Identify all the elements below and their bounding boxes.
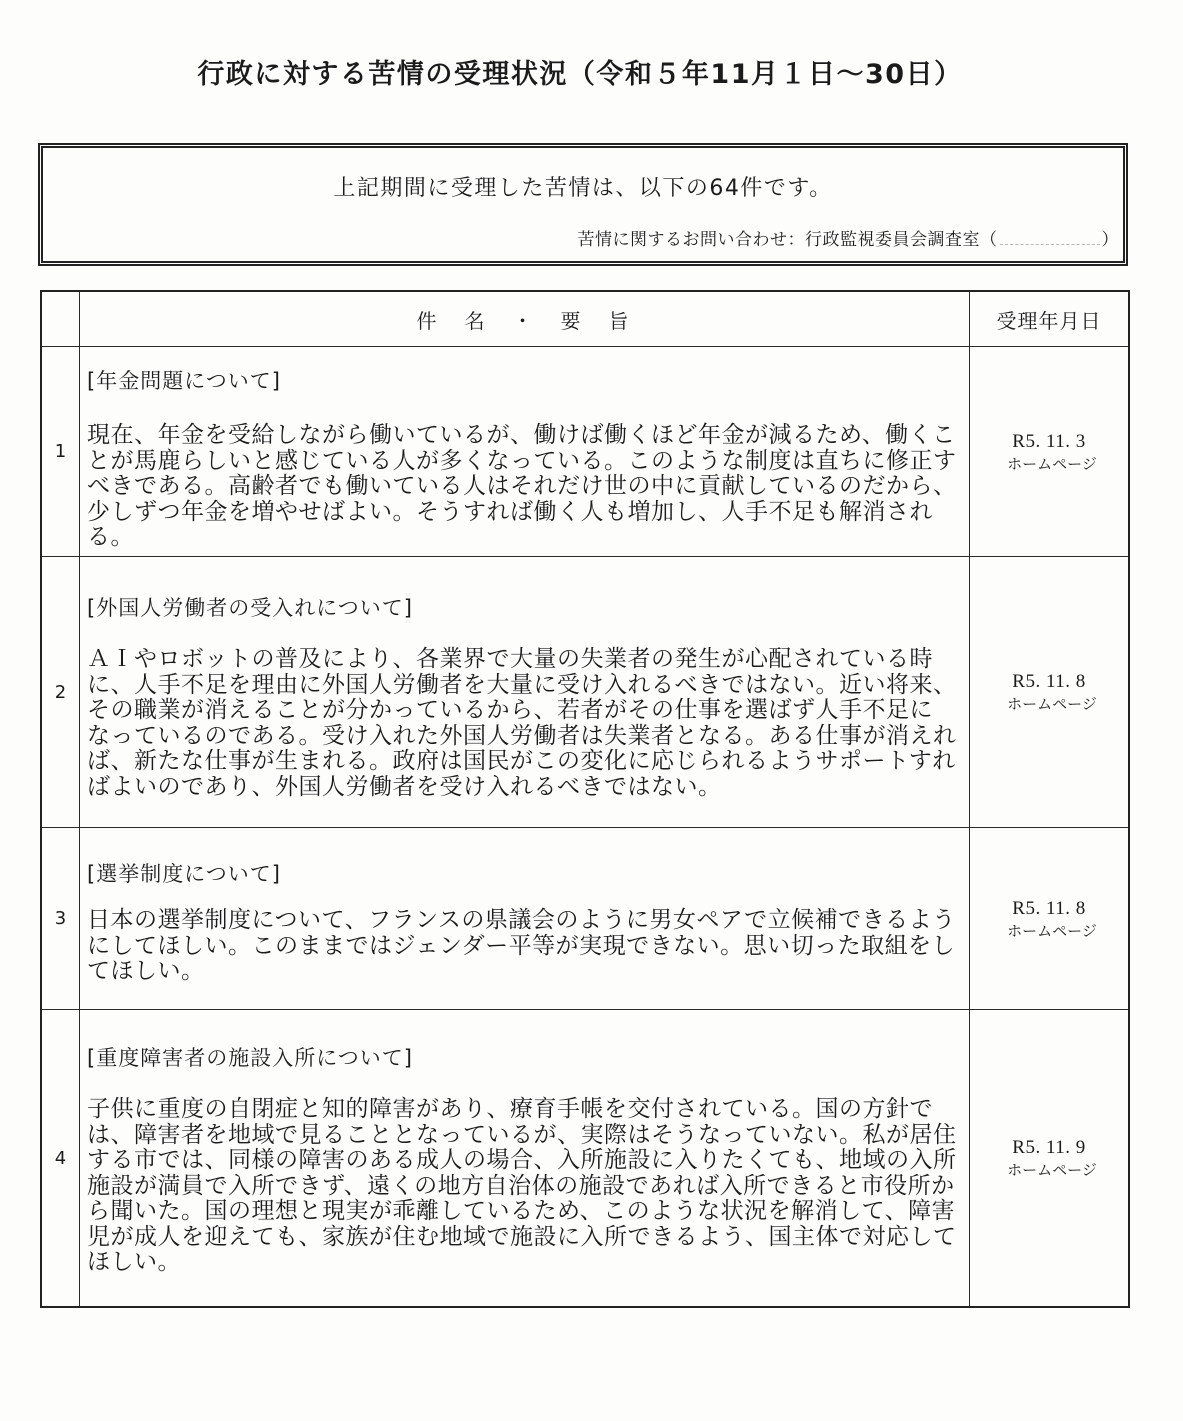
- received-channel: ホームページ: [1007, 921, 1097, 940]
- complaint-body-line: 現在、年金を受給しながら働いているが、働けば働くほど年金が減るため、働くこ: [87, 422, 956, 448]
- complaint-content: [80, 557, 969, 800]
- header-subject: 件 名 ・ 要 旨: [80, 292, 970, 347]
- complaint-body-line: する市では、同様の障害のある成人の場合、入所施設に入りたくても、地域の入所: [87, 1147, 957, 1173]
- complaint-content: [80, 1010, 969, 1276]
- complaint-body-line: なっているのである。受け入れた外国人労働者は失業者となる。ある仕事が消えれ: [87, 722, 957, 749]
- complaint-body-line: とが馬鹿らしいと感じている人が多くなっている。このような制度は直ちに修正す: [87, 447, 957, 474]
- inquiry-contact: [578, 229, 1120, 251]
- complaint-body-line: 施設が満員で入所できず、遠くの地方自治体の施設であれば入所できると市役所か: [87, 1172, 955, 1199]
- received-date-cell: [970, 557, 1128, 828]
- complaint-body-line: ＡＩやロボットの普及により、各業界で大量の失業者の発生が心配されている時: [87, 646, 933, 672]
- header-number-cell: [42, 292, 80, 347]
- complaint-body-line: べきである。高齢者でも働いている人はそれだけ世の中に貢献しているのだから、: [87, 473, 957, 499]
- complaint-body-line: その職業が消えることが分かっているから、若者がその仕事を選ばず人手不足に: [87, 697, 933, 723]
- row-number: 3: [42, 828, 80, 1010]
- complaint-body-line: ばよいのであり、外国人労働者を受け入れるべきではない。: [87, 773, 722, 800]
- complaint-content: [80, 828, 969, 985]
- complaint-body-line: る。: [87, 524, 134, 550]
- complaint-body-line: てほしい。: [87, 958, 205, 984]
- complaint-body-line: ば、新たな仕事が生まれる。政府は国民がこの変化に応じられるようサポートすれ: [87, 748, 956, 774]
- complaint-body-line: 日本の選挙制度について、フランスの県議会のように男女ペアで立候補できるよう: [87, 907, 956, 933]
- received-date: R5. 11. 8: [1012, 897, 1086, 919]
- complaint-body-line: 子供に重度の自閉症と知的障害があり、療育手帳を交付されている。国の方針で: [87, 1096, 933, 1122]
- inquiry-label: 苦情に関するお問い合わせ：行政監視委員会調査室（: [577, 230, 998, 250]
- complaint-row-4: [80, 1010, 970, 1306]
- inquiry-close: ）: [1101, 230, 1119, 250]
- complaint-body-line: 少しずつ年金を増やせばよい。そうすれば働く人も増加し、人手不足も解消され: [87, 498, 933, 525]
- row-number: 4: [42, 1010, 80, 1306]
- complaint-subject: [年金問題について]: [87, 369, 281, 393]
- complaint-row-3: [80, 828, 970, 1010]
- received-date-cell: [970, 1010, 1128, 1306]
- header-date: 受理年月日: [970, 292, 1128, 347]
- complaint-body-line: ら聞いた。国の理想と現実が乖離しているため、このような状況を解消して、障害: [87, 1198, 956, 1224]
- received-date: R5. 11. 8: [1012, 671, 1086, 692]
- complaint-body-line: ほしい。: [87, 1249, 181, 1275]
- summary-text: 上記期間に受理した苦情は、以下の64件です。: [333, 176, 833, 201]
- received-channel: ホームページ: [1007, 695, 1097, 713]
- row-number: 1: [42, 347, 80, 557]
- complaint-row-1: [80, 347, 970, 557]
- received-date: R5. 11. 3: [1012, 430, 1086, 452]
- complaint-body-line: に、人手不足を理由に外国人労働者を大量に受け入れるべきではない。近い将来、: [87, 671, 957, 698]
- received-date: R5. 11. 9: [1012, 1137, 1086, 1158]
- complaint-body-line: 児が成人を迎えても、家族が住む地域で施設に入所できるよう、国主体で対応して: [87, 1223, 957, 1250]
- received-channel: ホームページ: [1007, 1161, 1097, 1179]
- received-date-cell: [970, 828, 1128, 1010]
- row-number: 2: [42, 557, 80, 828]
- complaints-table: [40, 290, 1130, 1308]
- received-date-cell: [970, 347, 1128, 557]
- document-title: 行政に対する苦情の受理状況（令和５年11月１日～30日）: [197, 59, 963, 90]
- summary-box: [38, 143, 1128, 266]
- complaint-body-line: は、障害者を地域で見ることとなっているが、実際はそうなっていない。私が居住: [87, 1121, 957, 1148]
- complaint-row-2: [80, 557, 970, 828]
- complaint-content: [80, 347, 969, 551]
- complaint-body-line: にしてほしい。このままではジェンダー平等が実現できない。思い切った取組をし: [87, 932, 956, 959]
- complaint-subject: [選挙制度について]: [87, 862, 281, 886]
- redacted-contact: [1000, 235, 1100, 245]
- complaint-subject: [外国人労働者の受入れについて]: [87, 596, 413, 620]
- complaint-subject: [重度障害者の施設入所について]: [87, 1046, 413, 1070]
- received-channel: ホームページ: [1007, 454, 1097, 473]
